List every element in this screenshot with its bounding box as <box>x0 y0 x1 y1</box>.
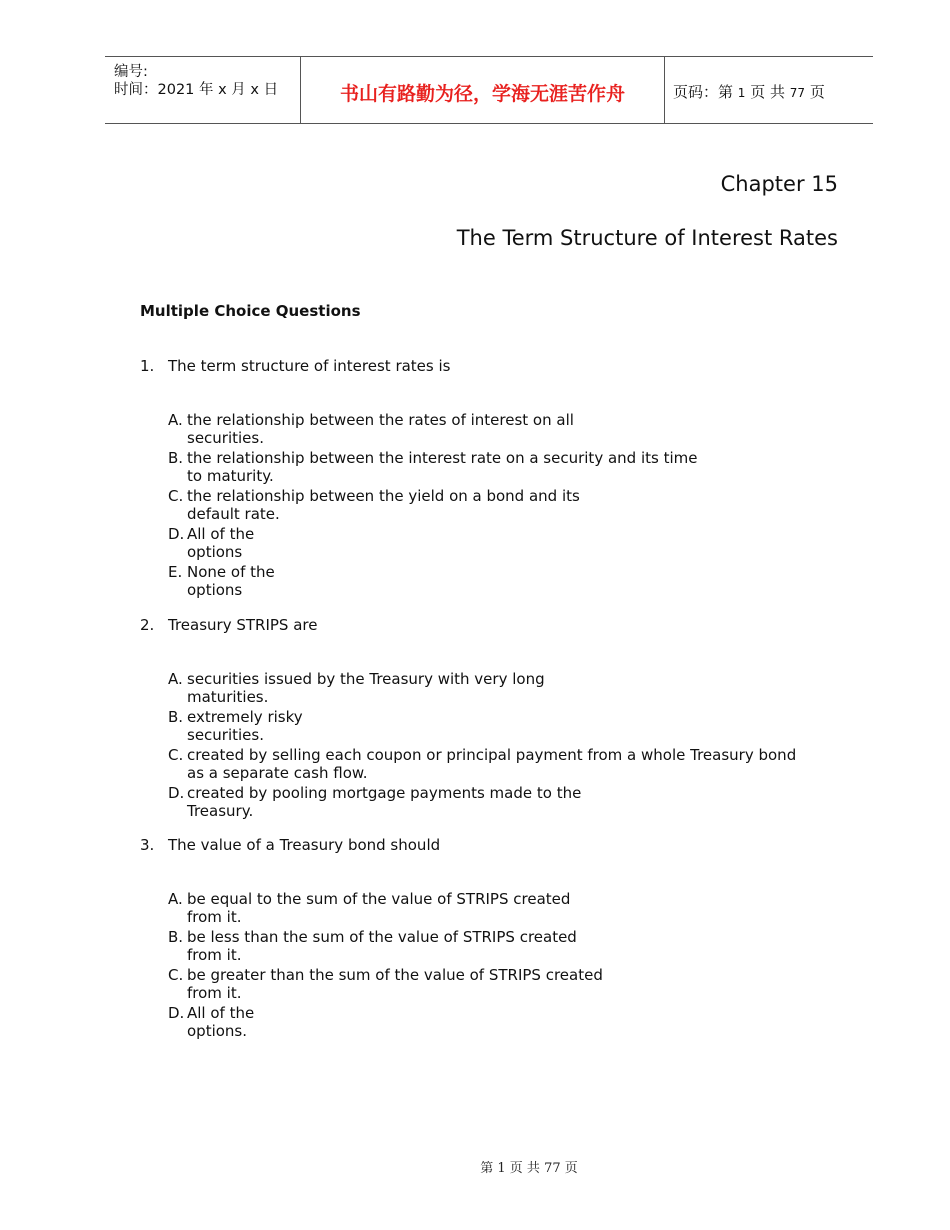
footer-middle: 页 共 <box>509 1161 540 1176</box>
option-letter: C. <box>168 487 184 505</box>
document-time-label: 时间：2021 年 x 月 x 日 <box>114 82 279 98</box>
option-text: options <box>187 581 243 599</box>
page-code-middle: 页 共 <box>750 83 785 101</box>
question-text: Treasury STRIPS are <box>168 616 318 634</box>
option-letter: C. <box>168 966 184 984</box>
option-text: from it. <box>187 908 242 926</box>
option-letter: B. <box>168 928 184 946</box>
question-number: 2. <box>140 616 155 634</box>
question-number: 3. <box>140 836 155 854</box>
footer-current-page: 1 <box>497 1161 506 1176</box>
option-letter: A. <box>168 411 183 429</box>
option-text: securities. <box>187 726 264 744</box>
option-text: created by pooling mortgage payments made to the <box>187 784 582 802</box>
question-text: The value of a Treasury bond should <box>168 836 441 854</box>
section-heading: Multiple Choice Questions <box>140 302 361 320</box>
chapter-heading: Chapter 15 <box>720 172 838 196</box>
page-code-prefix: 页码：第 <box>673 83 734 101</box>
page-code-suffix: 页 <box>809 83 825 101</box>
option-text: the relationship between the interest rate on a security and its time <box>187 449 698 467</box>
header-meta-cell <box>105 57 300 123</box>
option-text: default rate. <box>187 505 280 523</box>
option-text: maturities. <box>187 688 269 706</box>
option-text: None of the <box>187 563 275 581</box>
option-text: securities. <box>187 429 264 447</box>
option-letter: D. <box>168 525 185 543</box>
page-code-current: 1 <box>737 86 746 100</box>
option-letter: A. <box>168 890 183 908</box>
page-code-total: 77 <box>789 86 806 100</box>
header-motto-cell <box>300 57 665 123</box>
footer-prefix: 第 <box>480 1161 494 1176</box>
option-text: be greater than the sum of the value of STRIPS created <box>187 966 603 984</box>
option-letter: B. <box>168 449 184 467</box>
question-text: The term structure of interest rates is <box>168 357 451 375</box>
page-footer <box>0 1157 950 1176</box>
footer-total-pages: 77 <box>544 1161 561 1176</box>
option-text: options. <box>187 1022 248 1040</box>
footer-suffix: 页 <box>564 1161 578 1176</box>
header-motto: 书山有路勤为径，学海无涯苦作舟 <box>339 83 625 105</box>
option-text: securities issued by the Treasury with very long <box>187 670 545 688</box>
option-letter: A. <box>168 670 183 688</box>
document-header <box>105 56 873 124</box>
question-number: 1. <box>140 357 155 375</box>
option-text: All of the <box>187 525 255 543</box>
chapter-title: The Term Structure of Interest Rates <box>456 226 838 250</box>
header-page-cell <box>664 57 873 123</box>
option-text: be less than the sum of the value of STRIPS created <box>187 928 577 946</box>
option-text: the relationship between the rates of interest on all <box>187 411 574 429</box>
option-text: from it. <box>187 946 242 964</box>
option-letter: E. <box>168 563 183 581</box>
option-text: options <box>187 543 243 561</box>
option-text: All of the <box>187 1004 255 1022</box>
option-text: as a separate cash flow. <box>187 764 368 782</box>
option-letter: B. <box>168 708 184 726</box>
header-page-code <box>673 81 825 102</box>
option-letter: D. <box>168 784 185 802</box>
option-letter: D. <box>168 1004 185 1022</box>
option-text: extremely risky <box>187 708 303 726</box>
document-number-label: 编号: <box>114 64 148 80</box>
option-text: created by selling each coupon or principal payment from a whole Treasury bond <box>187 746 797 764</box>
option-text: from it. <box>187 984 242 1002</box>
option-letter: C. <box>168 746 184 764</box>
option-text: the relationship between the yield on a bond and its <box>187 487 580 505</box>
option-text: to maturity. <box>187 467 274 485</box>
option-text: Treasury. <box>187 802 254 820</box>
option-text: be equal to the sum of the value of STRIPS created <box>187 890 571 908</box>
